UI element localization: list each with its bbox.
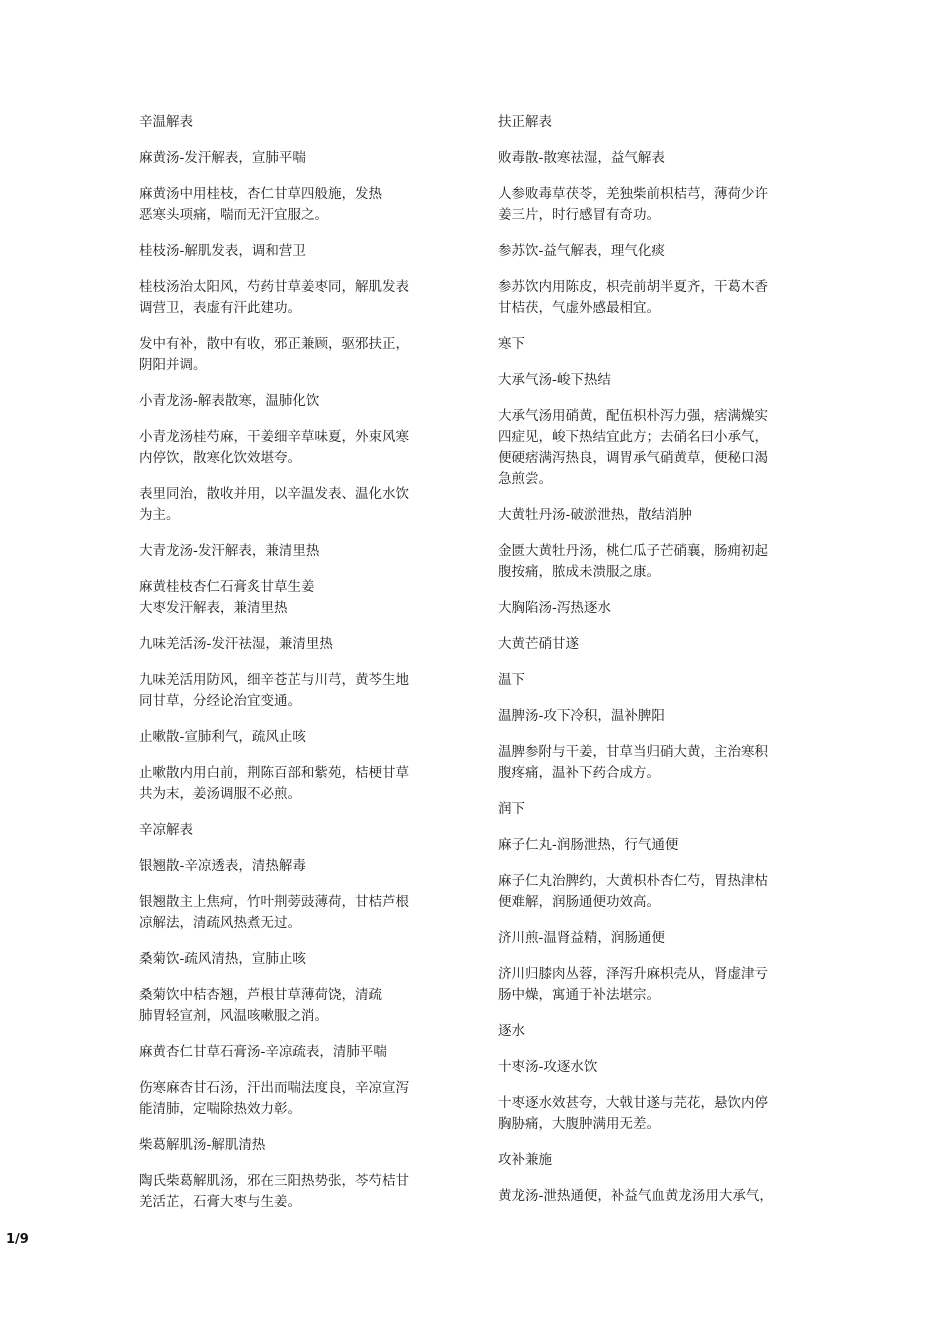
formula-verse: 十枣逐水效甚夸，大戟甘遂与芫花，悬饮内停 胸胁痛，大腹肿满用无差。 [498, 1095, 768, 1132]
formula-verse: 麻黄桂枝杏仁石膏炙甘草生姜 大枣发汗解表，兼清里热 [139, 579, 315, 616]
formula-title: 大胸陷汤-泻热逐水 [498, 600, 611, 616]
formula-title: 麻子仁丸-润肠泄热，行气通便 [498, 837, 679, 853]
formula-title: 大黄牡丹汤-破淤泄热，散结消肿 [498, 507, 692, 523]
section-heading: 辛温解表 [139, 114, 193, 130]
formula-verse: 温脾参附与干姜，甘草当归硝大黄，主治寒积 腹疼痛，温补下药合成方。 [498, 744, 768, 781]
right-column [498, 112, 808, 1222]
formula-title: 温脾汤-攻下冷积，温补脾阳 [498, 708, 665, 724]
formula-verse: 陶氏柴葛解肌汤，邪在三阳热势张，芩芍桔甘 羌活芷，石膏大枣与生姜。 [139, 1173, 409, 1210]
formula-title: 桑菊饮-疏风清热，宣肺止咳 [139, 951, 306, 967]
section-heading: 扶正解表 [498, 114, 552, 130]
formula-verse: 大黄芒硝甘遂 [498, 636, 579, 652]
formula-title: 银翘散-辛凉透表，清热解毒 [139, 858, 306, 874]
formula-verse: 参苏饮内用陈皮，枳壳前胡半夏齐，干葛木香 甘桔茯，气虚外感最相宜。 [498, 279, 768, 316]
left-column [139, 112, 449, 1228]
formula-title: 九味羌活汤-发汗祛湿，兼清里热 [139, 636, 333, 652]
formula-verse: 麻子仁丸治脾约，大黄枳朴杏仁芍，胃热津枯 便难解，润肠通便功效高。 [498, 873, 768, 910]
section-heading: 润下 [498, 801, 525, 817]
formula-verse: 人参败毒草茯苓，羌独柴前枳桔芎，薄荷少许 姜三片，时行感冒有奇功。 [498, 186, 768, 223]
formula-verse: 桂枝汤治太阳风，芍药甘草姜枣同，解肌发表 调营卫，表虚有汗此建功。 [139, 279, 409, 316]
formula-title: 小青龙汤-解表散寒，温肺化饮 [139, 393, 320, 409]
formula-title: 参苏饮-益气解表，理气化痰 [498, 243, 665, 259]
formula-title: 柴葛解肌汤-解肌清热 [139, 1137, 266, 1153]
formula-title: 黄龙汤-泄热通便，补益气血黄龙汤用大承气， [498, 1188, 773, 1204]
formula-verse: 止嗽散内用白前，荆陈百部和紫苑，桔梗甘草 共为末，姜汤调服不必煎。 [139, 765, 409, 802]
section-heading: 寒下 [498, 336, 525, 352]
page-number: 1/9 [6, 1232, 29, 1247]
formula-verse: 九味羌活用防风，细辛苍芷与川芎，黄芩生地 同甘草，分经论治宜变通。 [139, 672, 409, 709]
formula-note: 表里同治，散收并用，以辛温发表、温化水饮 为主。 [139, 486, 409, 523]
formula-title: 大青龙汤-发汗解表，兼清里热 [139, 543, 320, 559]
section-heading: 逐水 [498, 1023, 525, 1039]
formula-title: 麻黄杏仁甘草石膏汤-辛凉疏表，清肺平喘 [139, 1044, 387, 1060]
formula-title: 济川煎-温肾益精，润肠通便 [498, 930, 665, 946]
formula-verse: 大承气汤用硝黄，配伍枳朴泻力强，痞满燥实 四症见，峻下热结宜此方；去硝名曰小承气， 便硬痞满泻热良，调胃承气硝黄草，便秘口渴 急煎尝。 [498, 408, 768, 487]
section-heading: 辛凉解表 [139, 822, 193, 838]
formula-title: 大承气汤-峻下热结 [498, 372, 611, 388]
section-heading: 温下 [498, 672, 525, 688]
formula-verse: 济川归膝肉丛蓉，泽泻升麻枳壳从，肾虚津亏 肠中燥，寓通于补法堪宗。 [498, 966, 768, 1003]
formula-verse: 小青龙汤桂芍麻，干姜细辛草味夏，外束风寒 内停饮，散寒化饮效堪夸。 [139, 429, 409, 466]
formula-verse: 金匮大黄牡丹汤，桃仁瓜子芒硝襄，肠痈初起 腹按痛，脓成未溃服之康。 [498, 543, 768, 580]
formula-title: 止嗽散-宣肺利气，疏风止咳 [139, 729, 306, 745]
formula-title: 败毒散-散寒祛湿，益气解表 [498, 150, 665, 166]
formula-note: 发中有补，散中有收，邪正兼顾，驱邪扶正， 阴阳并调。 [139, 336, 409, 373]
formula-verse: 伤寒麻杏甘石汤，汗出而喘法度良，辛凉宣泻 能清肺，定喘除热效力彰。 [139, 1080, 409, 1117]
formula-verse: 麻黄汤中用桂枝，杏仁甘草四般施，发热 恶寒头项痛，喘而无汗宜服之。 [139, 186, 382, 223]
section-heading: 攻补兼施 [498, 1152, 552, 1168]
formula-title: 麻黄汤-发汗解表，宣肺平喘 [139, 150, 306, 166]
formula-title: 桂枝汤-解肌发表，调和营卫 [139, 243, 306, 259]
formula-title: 十枣汤-攻逐水饮 [498, 1059, 598, 1075]
formula-verse: 桑菊饮中桔杏翘，芦根甘草薄荷饶，清疏 肺胃轻宣剂，风温咳嗽服之消。 [139, 987, 382, 1024]
formula-verse: 银翘散主上焦疴，竹叶荆蒡豉薄荷，甘桔芦根 凉解法，清疏风热煮无过。 [139, 894, 409, 931]
